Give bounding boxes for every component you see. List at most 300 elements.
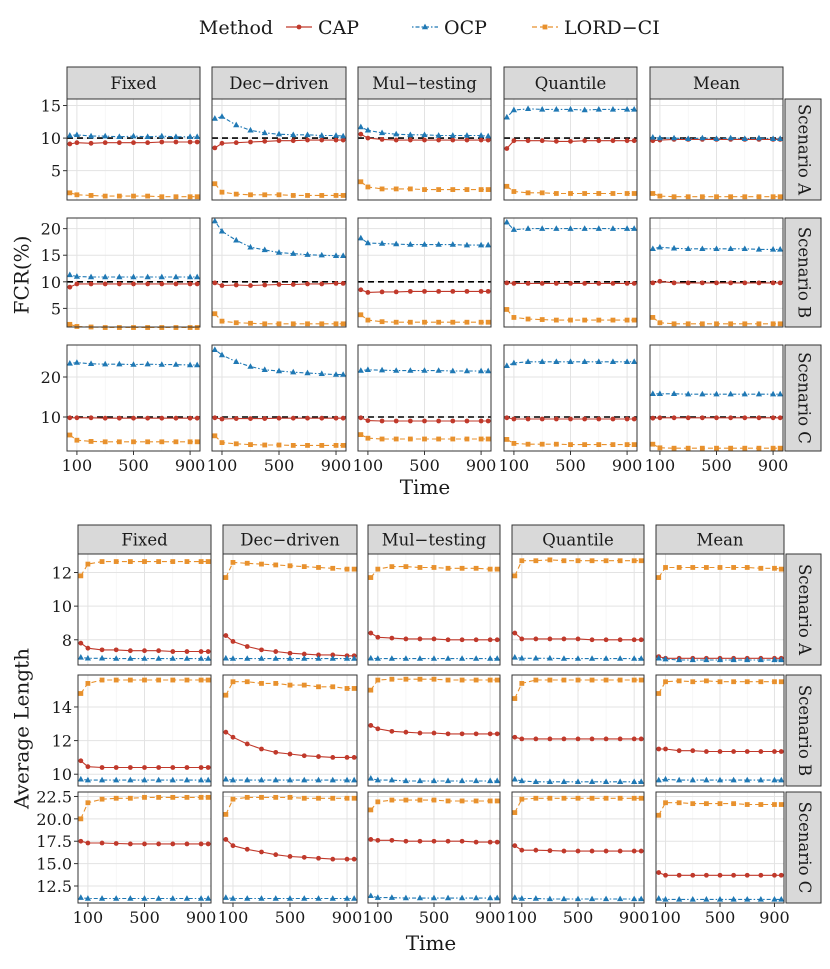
data-point [758, 749, 763, 754]
data-point [188, 325, 193, 330]
data-point [188, 140, 193, 145]
data-point [319, 443, 324, 448]
data-point [772, 873, 777, 878]
y-tick-label: 12.5 [36, 876, 72, 896]
data-point [656, 575, 661, 580]
data-point [358, 415, 363, 420]
data-point [446, 839, 451, 844]
data-point [334, 321, 339, 326]
data-point [86, 646, 91, 651]
data-point [195, 140, 200, 145]
data-point [234, 320, 239, 325]
data-point [259, 562, 264, 567]
data-point [418, 731, 423, 736]
data-point [488, 637, 493, 642]
data-point [772, 802, 777, 807]
data-point [352, 755, 357, 760]
data-point [778, 446, 783, 451]
data-point [231, 797, 236, 802]
data-point [366, 418, 371, 423]
data-point [288, 752, 293, 757]
facet-label: Dec−driven [229, 74, 329, 93]
data-point [650, 442, 655, 447]
data-point [540, 281, 545, 286]
row-label: Scenario B [794, 226, 814, 319]
data-point [758, 802, 763, 807]
data-point [156, 559, 161, 564]
data-point [596, 417, 601, 422]
data-point [576, 558, 581, 563]
data-point [757, 446, 762, 451]
data-point [316, 684, 321, 689]
data-point [611, 138, 616, 143]
data-point [86, 681, 91, 686]
data-point [568, 417, 573, 422]
data-point [223, 633, 228, 638]
data-point [446, 637, 451, 642]
legend-key-marker [543, 25, 548, 30]
data-point [745, 802, 750, 807]
data-point [779, 873, 784, 878]
data-point [394, 187, 399, 192]
data-point [465, 320, 470, 325]
data-point [404, 798, 409, 803]
data-point [380, 419, 385, 424]
y-tick-label: 10 [40, 272, 61, 292]
data-point [658, 194, 663, 199]
data-point [658, 320, 663, 325]
data-point [582, 442, 587, 447]
x-axis-label: Time [405, 931, 457, 955]
panel [368, 554, 501, 665]
data-point [128, 678, 133, 683]
facet-label: Quantile [534, 74, 607, 93]
panel [212, 218, 346, 327]
data-point [380, 437, 385, 442]
data-point [188, 282, 193, 287]
data-point [100, 559, 105, 564]
x-tick-label: 500 [129, 908, 160, 927]
data-point [159, 140, 164, 145]
legend-label: LORD−CI [564, 17, 660, 39]
data-point [156, 678, 161, 683]
data-point [495, 731, 500, 736]
x-tick-label: 100 [506, 908, 538, 927]
data-point [220, 319, 225, 324]
data-point [316, 796, 321, 801]
data-point [686, 415, 691, 420]
data-point [479, 320, 484, 325]
x-tick-label: 500 [409, 456, 440, 475]
data-point [170, 765, 175, 770]
data-point [672, 194, 677, 199]
data-point [519, 737, 524, 742]
data-point [548, 737, 553, 742]
data-point [277, 416, 282, 421]
data-point [302, 683, 307, 688]
data-point [596, 442, 601, 447]
data-point [596, 318, 601, 323]
data-point [259, 747, 264, 752]
data-point [291, 416, 296, 421]
data-point [436, 419, 441, 424]
data-point [526, 138, 531, 143]
data-point [700, 280, 705, 285]
data-point [375, 678, 380, 683]
data-point [185, 795, 190, 800]
data-point [404, 677, 409, 682]
data-point [479, 138, 484, 143]
data-point [639, 558, 644, 563]
data-point [248, 442, 253, 447]
data-point [512, 315, 517, 320]
data-point [474, 731, 479, 736]
data-point [611, 442, 616, 447]
data-point [639, 637, 644, 642]
facet-label: Fixed [110, 74, 157, 93]
data-point [159, 439, 164, 444]
panel [78, 675, 212, 786]
data-point [277, 443, 282, 448]
data-point [89, 193, 94, 198]
data-point [67, 433, 72, 438]
data-point [103, 140, 108, 145]
data-point [568, 139, 573, 144]
data-point [75, 415, 80, 420]
data-point [632, 678, 637, 683]
data-point [512, 843, 517, 848]
data-point [512, 573, 517, 578]
data-point [495, 637, 500, 642]
data-point [596, 191, 601, 196]
data-point [554, 318, 559, 323]
data-point [67, 142, 72, 147]
data-point [650, 191, 655, 196]
data-point [100, 678, 105, 683]
data-point [199, 795, 204, 800]
x-tick-label: 100 [61, 456, 93, 475]
data-point [742, 194, 747, 199]
data-point [288, 683, 293, 688]
data-point [540, 138, 545, 143]
data-point [704, 678, 709, 683]
data-point [231, 639, 236, 644]
data-point [486, 187, 491, 192]
data-point [714, 446, 719, 451]
data-point [100, 647, 105, 652]
x-tick-label: 500 [555, 456, 586, 475]
data-point [460, 637, 465, 642]
data-point [604, 737, 609, 742]
data-point [142, 795, 147, 800]
y-tick-label: 12 [51, 563, 72, 583]
data-point [389, 636, 394, 641]
data-point [778, 321, 783, 326]
data-point [358, 287, 363, 292]
data-point [576, 678, 581, 683]
data-point [408, 437, 413, 442]
data-point [305, 282, 310, 287]
data-point [460, 799, 465, 804]
data-point [432, 798, 437, 803]
data-point [75, 192, 80, 197]
data-point [465, 289, 470, 294]
data-point [718, 749, 723, 754]
data-point [533, 796, 538, 801]
data-point [78, 641, 83, 646]
data-point [366, 185, 371, 190]
data-point [611, 417, 616, 422]
data-point [231, 735, 236, 740]
data-point [504, 280, 509, 285]
data-point [341, 443, 346, 448]
data-point [548, 796, 553, 801]
data-point [117, 325, 122, 330]
data-point [568, 318, 573, 323]
data-point [582, 138, 587, 143]
data-point [582, 417, 587, 422]
data-point [728, 194, 733, 199]
data-point [334, 281, 339, 286]
data-point [358, 132, 363, 137]
data-point [305, 443, 310, 448]
data-point [273, 795, 278, 800]
data-point [245, 742, 250, 747]
data-point [704, 749, 709, 754]
data-point [142, 559, 147, 564]
legend-label: CAP [318, 17, 360, 39]
x-tick-label: 900 [185, 908, 217, 927]
data-point [234, 441, 239, 446]
data-point [262, 321, 267, 326]
data-point [174, 140, 179, 145]
data-point [663, 565, 668, 570]
data-point [185, 765, 190, 770]
data-point [757, 280, 762, 285]
data-point [486, 419, 491, 424]
data-point [663, 679, 668, 684]
data-point [548, 848, 553, 853]
x-tick-label: 500 [263, 456, 295, 475]
data-point [334, 193, 339, 198]
data-point [67, 285, 72, 290]
data-point [576, 849, 581, 854]
data-point [479, 437, 484, 442]
data-point [771, 194, 776, 199]
data-point [368, 837, 373, 842]
fcr-chart [10, 67, 822, 499]
data-point [590, 849, 595, 854]
data-point [277, 138, 282, 143]
data-point [450, 320, 455, 325]
data-point [358, 179, 363, 184]
data-point [562, 558, 567, 563]
data-point [185, 678, 190, 683]
data-point [656, 813, 661, 818]
data-point [632, 558, 637, 563]
panel [512, 675, 645, 786]
y-tick-label: 20 [40, 368, 61, 387]
data-point [639, 849, 644, 854]
data-point [248, 283, 253, 288]
data-point [512, 417, 517, 422]
data-point [731, 801, 736, 806]
data-point [533, 678, 538, 683]
data-point [75, 282, 80, 287]
data-point [78, 691, 83, 696]
y-axis-label: FCR(%) [9, 235, 34, 315]
data-point [368, 575, 373, 580]
data-point [341, 281, 346, 286]
data-point [731, 873, 736, 878]
data-point [128, 796, 133, 801]
data-point [436, 289, 441, 294]
data-point [714, 194, 719, 199]
data-point [519, 848, 524, 853]
data-point [316, 754, 321, 759]
data-point [288, 795, 293, 800]
data-point [757, 415, 762, 420]
data-point [418, 798, 423, 803]
data-point [117, 282, 122, 287]
data-point [259, 647, 264, 652]
data-point [422, 437, 427, 442]
y-tick-label: 15 [40, 96, 61, 116]
data-point [291, 193, 296, 198]
data-point [568, 191, 573, 196]
panel [78, 554, 212, 665]
data-point [170, 842, 175, 847]
data-point [632, 138, 637, 143]
data-point [779, 802, 784, 807]
data-point [394, 320, 399, 325]
data-point [220, 283, 225, 288]
data-point [408, 419, 413, 424]
data-point [188, 194, 193, 199]
data-point [341, 138, 346, 143]
data-point [436, 138, 441, 143]
data-point [700, 415, 705, 420]
facet-label: Mean [696, 530, 744, 550]
data-point [345, 796, 350, 801]
data-point [625, 318, 630, 323]
data-point [582, 281, 587, 286]
data-point [368, 688, 373, 693]
data-point [554, 139, 559, 144]
data-point [465, 187, 470, 192]
facet-label: Fixed [121, 530, 168, 550]
data-point [366, 318, 371, 323]
data-point [526, 281, 531, 286]
data-point [389, 564, 394, 569]
data-point [195, 194, 200, 199]
data-point [394, 437, 399, 442]
data-point [519, 558, 524, 563]
data-point [663, 800, 668, 805]
data-point [422, 187, 427, 192]
data-point [316, 565, 321, 570]
data-point [245, 561, 250, 566]
panel [368, 792, 501, 903]
data-point [188, 416, 193, 421]
panel [358, 99, 492, 200]
data-point [486, 320, 491, 325]
data-point [422, 138, 427, 143]
data-point [639, 796, 644, 801]
data-point [67, 322, 72, 327]
panel [656, 554, 785, 665]
y-axis-label: Average Length [9, 648, 34, 809]
data-point [474, 799, 479, 804]
data-point [206, 765, 211, 770]
data-point [142, 765, 147, 770]
data-point [728, 415, 733, 420]
data-point [432, 677, 437, 682]
data-point [432, 565, 437, 570]
data-point [677, 565, 682, 570]
data-point [305, 416, 310, 421]
x-tick-label: 100 [206, 456, 238, 475]
data-point [159, 282, 164, 287]
data-point [117, 140, 122, 145]
data-point [114, 678, 119, 683]
data-point [288, 651, 293, 656]
data-point [488, 678, 493, 683]
data-point [394, 138, 399, 143]
data-point [231, 843, 236, 848]
data-point [159, 416, 164, 421]
panel [78, 792, 212, 903]
data-point [334, 443, 339, 448]
x-tick-label: 500 [704, 908, 736, 927]
data-point [771, 446, 776, 451]
data-point [745, 873, 750, 878]
legend-title: Method [198, 17, 274, 39]
data-point [305, 321, 310, 326]
panel [650, 99, 784, 200]
data-point [341, 193, 346, 198]
data-point [632, 281, 637, 286]
data-point [117, 439, 122, 444]
x-axis-label: Time [399, 475, 451, 499]
data-point [432, 839, 437, 844]
data-point [650, 315, 655, 320]
data-point [408, 320, 413, 325]
data-point [288, 563, 293, 568]
x-tick-label: 900 [174, 456, 206, 475]
data-point [223, 575, 228, 580]
data-point [291, 321, 296, 326]
data-point [174, 194, 179, 199]
data-point [771, 321, 776, 326]
y-tick-label: 5 [50, 299, 61, 319]
x-tick-label: 500 [118, 456, 149, 475]
data-point [212, 415, 217, 420]
data-point [380, 187, 385, 192]
data-point [334, 138, 339, 143]
data-point [330, 755, 335, 760]
data-point [358, 432, 363, 437]
data-point [114, 765, 119, 770]
data-point [526, 317, 531, 322]
data-point [89, 282, 94, 287]
data-point [758, 873, 763, 878]
data-point [223, 730, 228, 735]
data-point [590, 678, 595, 683]
data-point [512, 441, 517, 446]
data-point [86, 800, 91, 805]
data-point [540, 317, 545, 322]
